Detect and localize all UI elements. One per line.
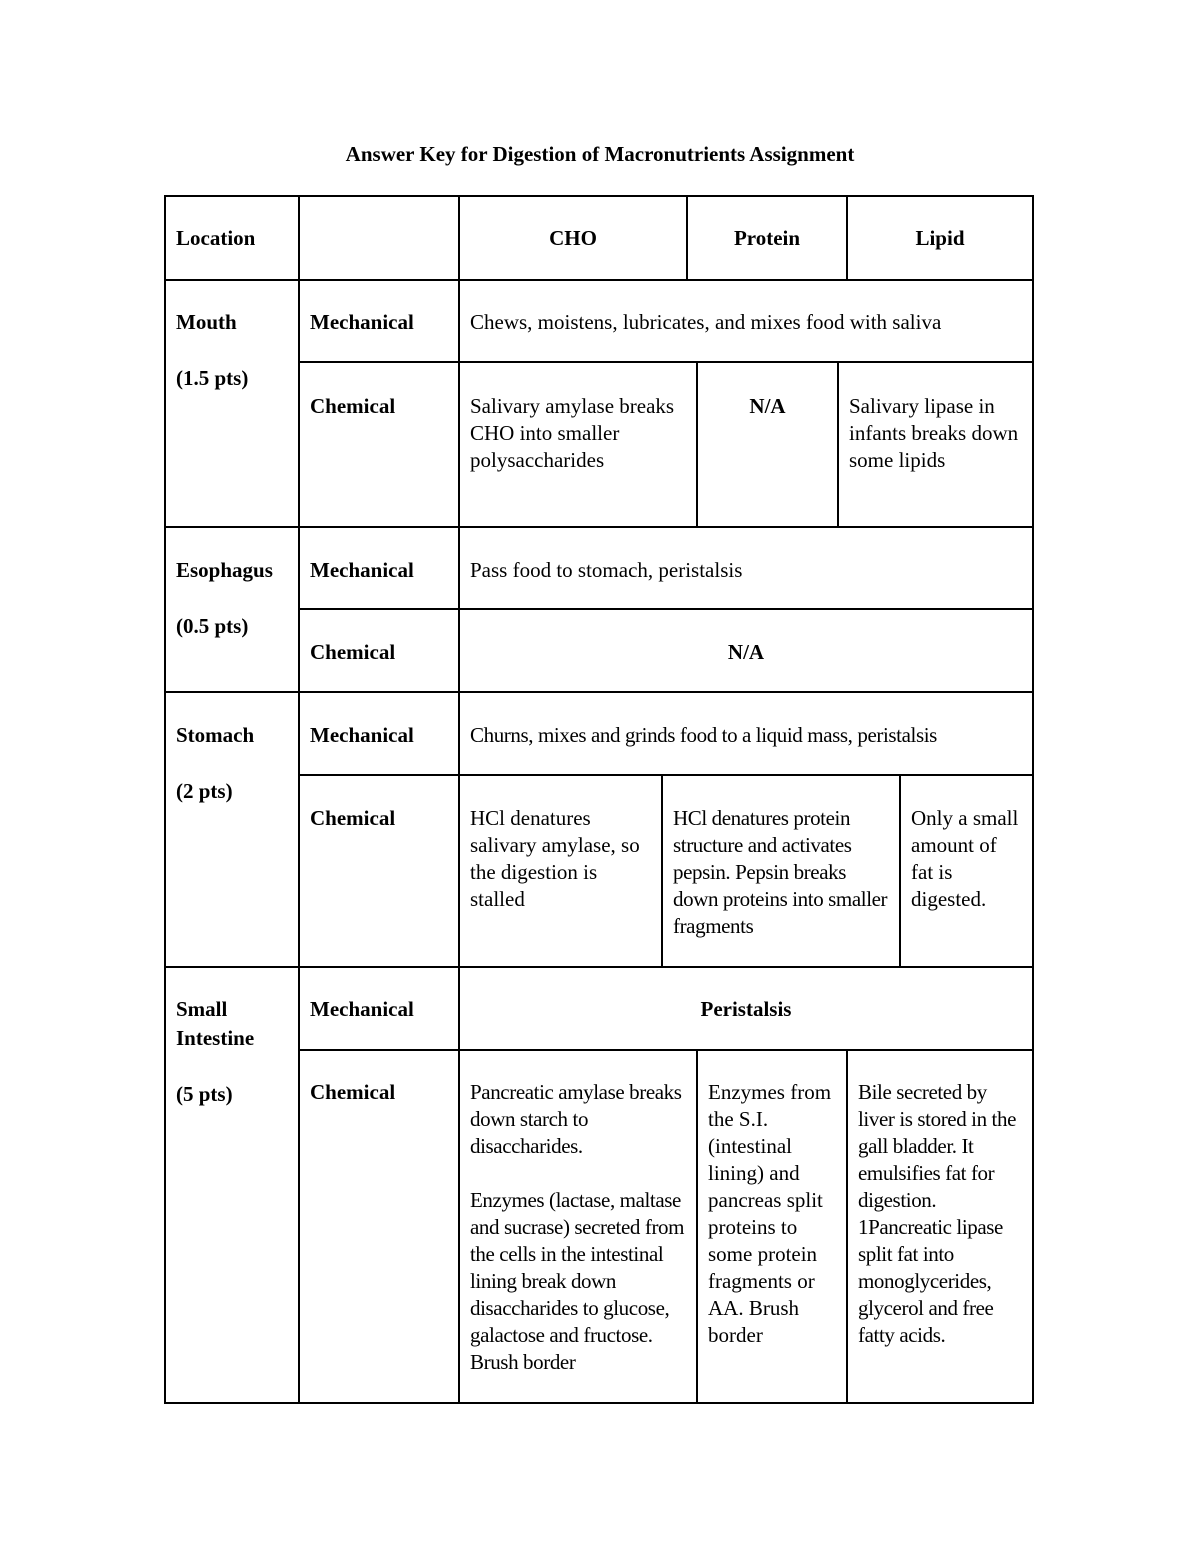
mouth-chemical-cho [458,361,698,528]
page-title: Answer Key for Digestion of Macronutrients Assignment [345,142,855,166]
stomach-chemical-protein-text: HCl denatures protein structure and activates pepsin. Pepsin breaks down proteins into smaller fragments [673,806,888,938]
stomach-chemical-label [298,774,460,968]
stomach-chemical-protein [661,774,901,968]
location-small-intestine [164,966,300,1404]
esophagus-mechanical-label-text: Mechanical [310,558,414,582]
location-mouth-name: Mouth [176,310,237,334]
stomach-mechanical [458,691,1034,776]
small-intestine-mechanical-label-text: Mechanical [310,997,414,1021]
stomach-chemical-lipid-text: Only a small amount of fat is digested. [911,806,1019,911]
location-mouth-points: (1.5 pts) [176,366,249,390]
location-mouth [164,279,300,528]
stomach-chemical-cho-text: HCl denatures salivary amylase, so the digestion is stalled [470,806,640,911]
esophagus-chemical-text: N/A [727,640,765,664]
mouth-chemical-cho-text: Salivary amylase breaks CHO into smaller polysaccharides [470,394,675,472]
mouth-chemical-protein [696,361,839,528]
header-blank [298,195,460,281]
small-intestine-chemical-cho-p1: Pancreatic amylase breaks down starch to disaccharides. [470,1080,682,1158]
header-location [164,195,300,281]
mouth-chemical-lipid-text: Salivary lipase in infants breaks down some lipids [849,394,1019,472]
esophagus-chemical [458,608,1034,693]
small-intestine-mechanical-text: Peristalsis [700,997,792,1021]
small-intestine-mechanical [458,966,1034,1051]
location-stomach-points: (2 pts) [176,779,233,803]
location-small-intestine-points: (5 pts) [176,1082,233,1106]
esophagus-mechanical-text: Pass food to stomach, peristalsis [470,558,743,582]
esophagus-mechanical [458,526,1034,610]
mouth-chemical-label [298,361,460,528]
mouth-mechanical [458,279,1034,363]
small-intestine-mechanical-label [298,966,460,1051]
small-intestine-chemical-protein [696,1049,848,1404]
small-intestine-chemical-cho-p2: Enzymes (lactase, maltase and sucrase) secreted from the cells in the intestinal lining break down disaccharides to glucose, galactose and fructose. Brush border [470,1188,685,1374]
location-small-intestine-name-1: Small [176,997,228,1021]
location-esophagus-points: (0.5 pts) [176,614,249,638]
small-intestine-chemical-label-text: Chemical [310,1080,396,1104]
mouth-mechanical-text: Chews, moistens, lubricates, and mixes food with saliva [470,310,942,334]
location-esophagus [164,526,300,693]
small-intestine-chemical-protein-text: Enzymes from the S.I. (intestinal lining) and pancreas split proteins to some protein fragments or AA. Brush border [708,1080,832,1347]
header-lipid [846,195,1034,281]
stomach-chemical-label-text: Chemical [310,806,396,830]
small-intestine-chemical-lipid [846,1049,1034,1404]
stomach-mechanical-text: Churns, mixes and grinds food to a liquid mass, peristalsis [470,723,937,747]
location-stomach [164,691,300,968]
esophagus-mechanical-label [298,526,460,610]
header-cho-text: CHO [549,226,597,250]
stomach-chemical-lipid [899,774,1034,968]
location-esophagus-name: Esophagus [176,558,273,582]
location-stomach-name: Stomach [176,723,255,747]
header-cho [458,195,688,281]
stomach-chemical-cho [458,774,663,968]
mouth-chemical-protein-text: N/A [749,394,786,418]
mouth-mechanical-label [298,279,460,363]
header-location-text: Location [176,226,256,250]
esophagus-chemical-label [298,608,460,693]
mouth-chemical-label-text: Chemical [310,394,396,418]
esophagus-chemical-label-text: Chemical [310,640,396,664]
header-protein-text: Protein [733,226,801,250]
small-intestine-chemical-label [298,1049,460,1404]
small-intestine-chemical-lipid-text: Bile secreted by liver is stored in the gall bladder. It emulsifies fat for digestion. 1Pancreatic lipase split fat into monoglycerides, glycerol and free fatty acids. [858,1080,1017,1347]
header-protein [686,195,848,281]
stomach-mechanical-label [298,691,460,776]
small-intestine-chemical-cho [458,1049,698,1404]
mouth-mechanical-label-text: Mechanical [310,310,414,334]
location-small-intestine-name-2: Intestine [176,1026,255,1050]
stomach-mechanical-label-text: Mechanical [310,723,414,747]
mouth-chemical-lipid [837,361,1034,528]
header-lipid-text: Lipid [915,226,965,250]
